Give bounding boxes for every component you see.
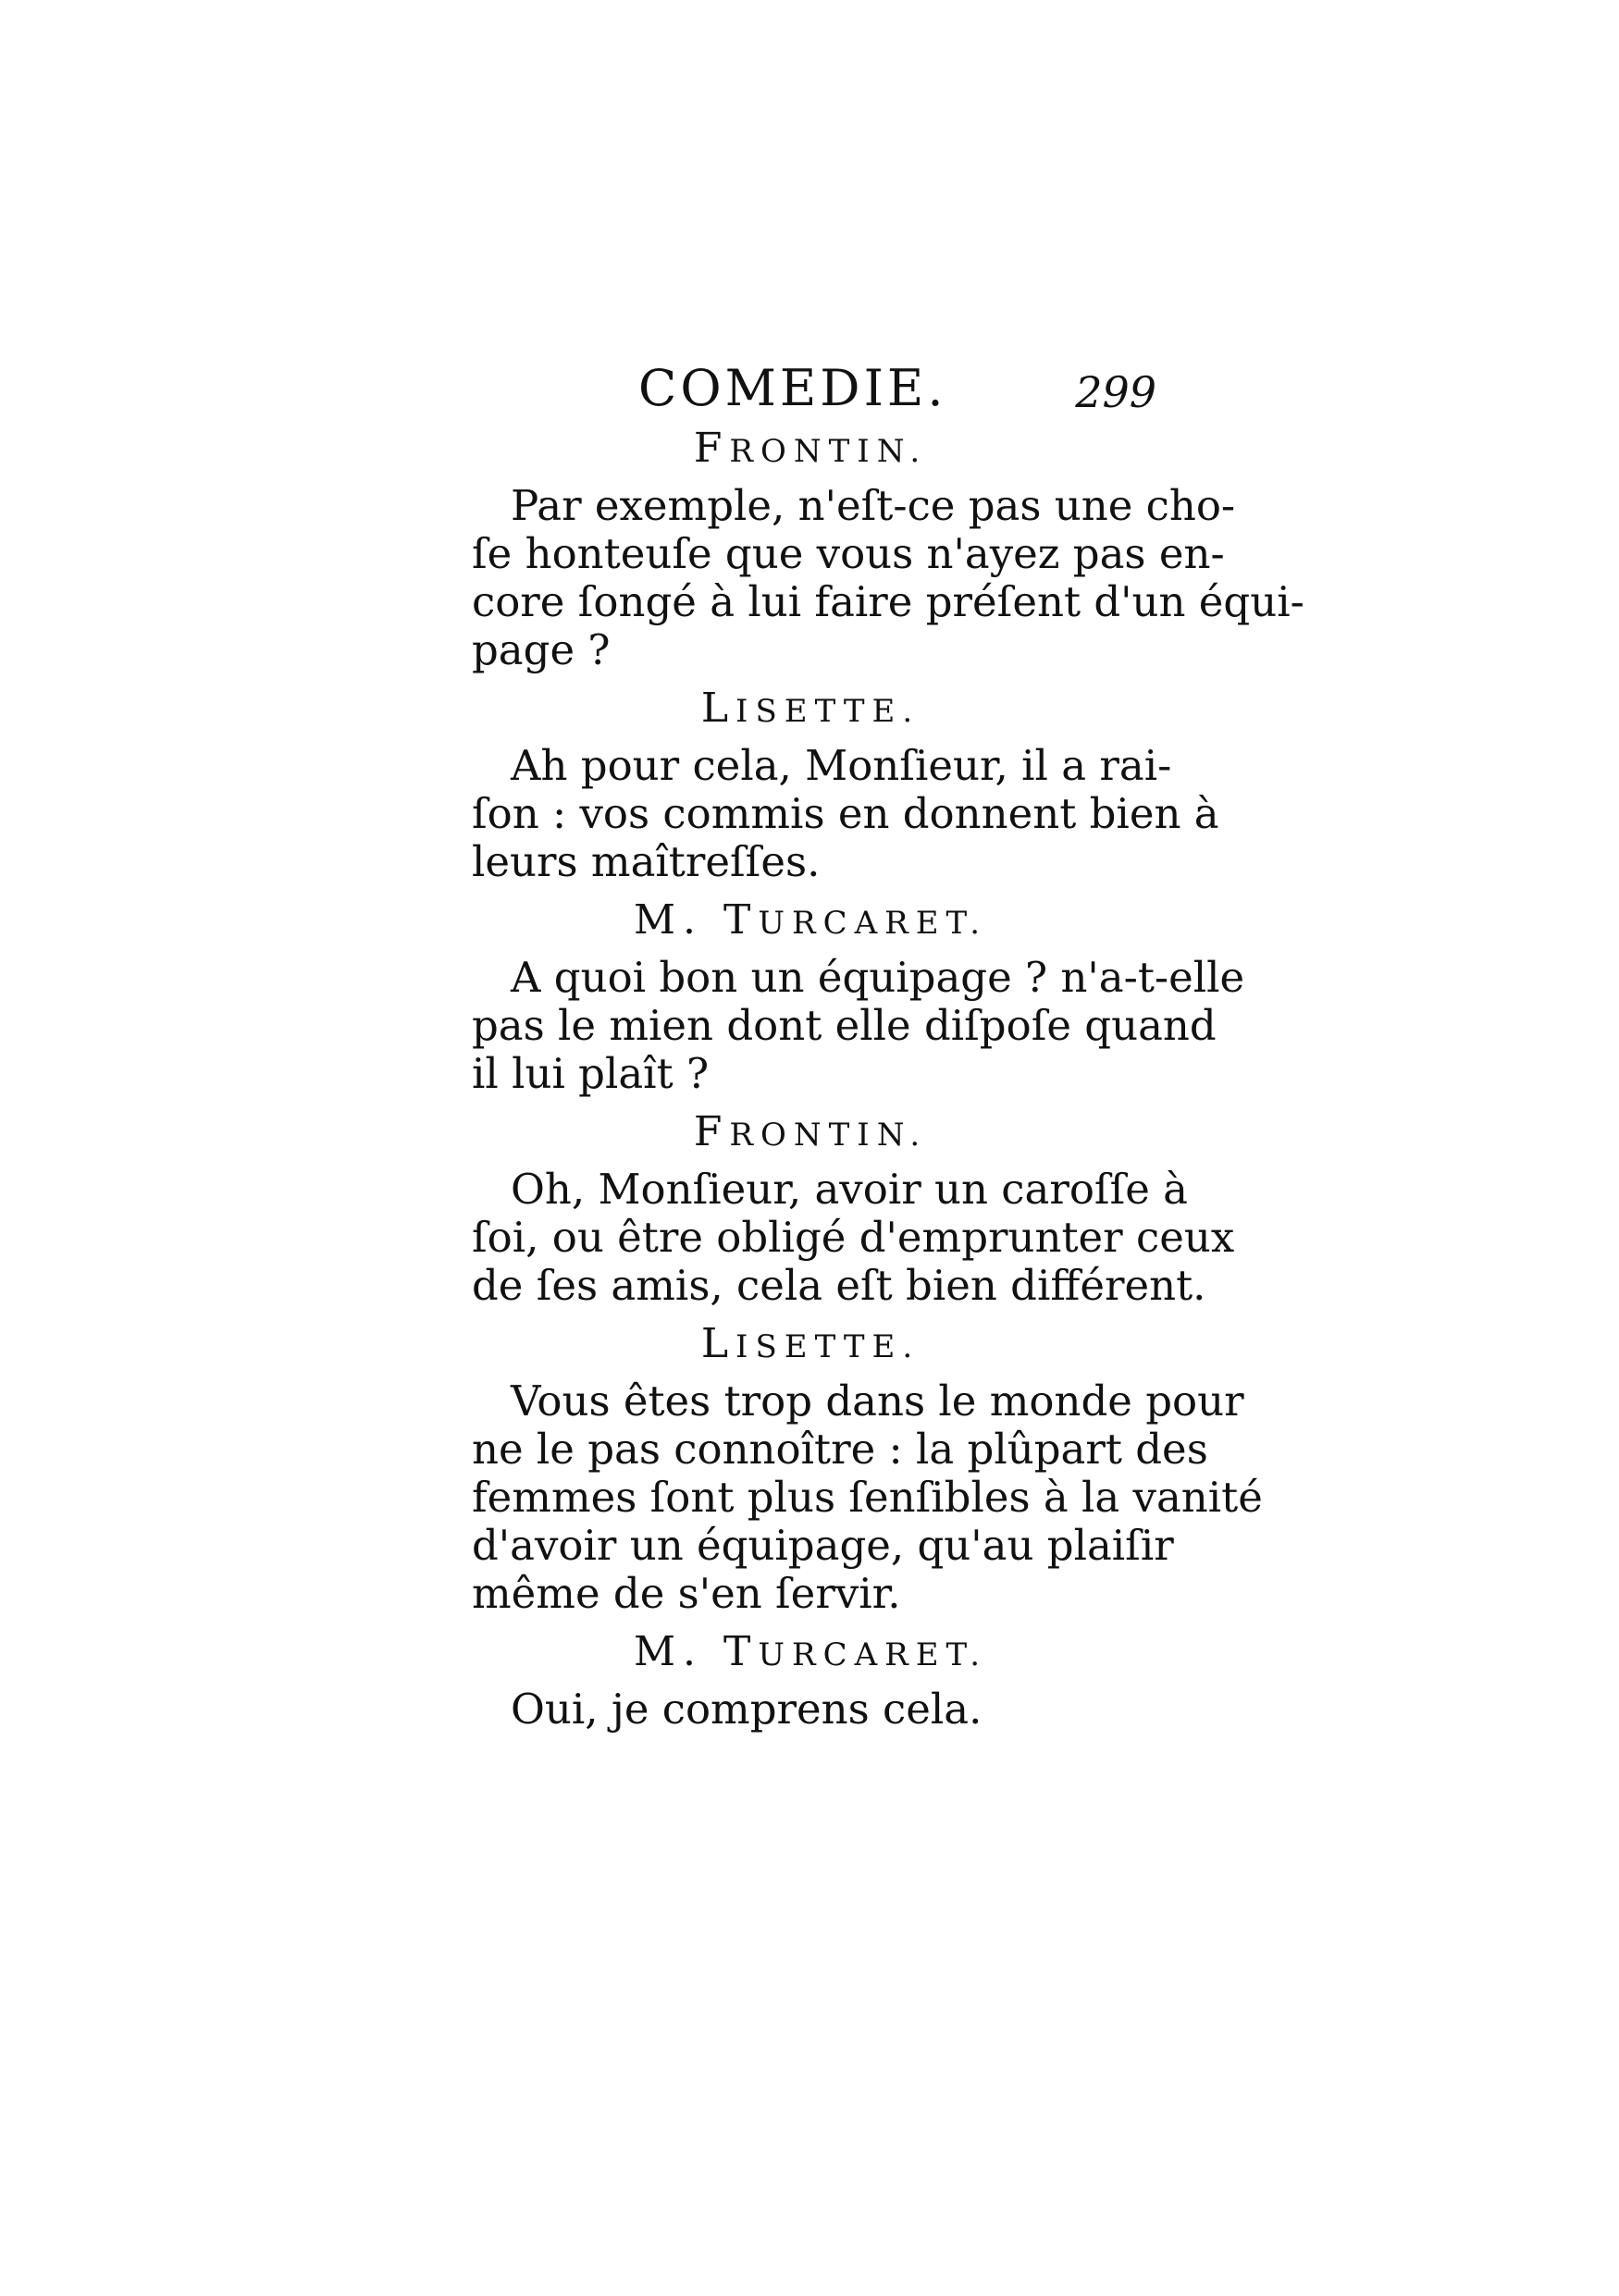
speech-line: de ſes amis, cela eſt bien différent. [472, 1261, 1206, 1310]
speech-line: femmes ſont plus ſenſibles à la vanité [472, 1473, 1263, 1522]
speech-line: Oui, je comprens cela. [511, 1685, 983, 1734]
speech-line: page ? [472, 625, 611, 674]
speaker-name: M. TURCARET. [633, 896, 988, 944]
speech-line: il lui plaît ? [472, 1049, 710, 1098]
speech-line: ſoi, ou être obligé d'emprunter ceux [472, 1213, 1235, 1262]
speech [472, 953, 1245, 1098]
speech [472, 1165, 1235, 1310]
speech-line: ne le pas connoître : la plûpart des [472, 1425, 1208, 1474]
speech-line: A quoi bon un équipage ? n'a-t-elle [511, 953, 1245, 1002]
speech-line: Ah pour cela, Monſieur, il a rai- [511, 741, 1172, 790]
speaker-name: LISETTE. [700, 685, 921, 732]
speech-line: leurs maîtreſſes. [472, 837, 821, 886]
speaker-name: FRONTIN. [693, 1108, 928, 1155]
speech [472, 1376, 1263, 1618]
speech-line: ſon : vos commis en donnent bien à [472, 789, 1219, 838]
speech-line: ſe honteuſe que vous n'ayez pas en- [472, 529, 1225, 578]
speech [472, 1685, 1149, 1734]
speech-line: core ſongé à lui faire préſent d'un équi- [472, 577, 1304, 626]
speaker-name: LISETTE. [700, 1320, 921, 1367]
speech [472, 741, 1219, 886]
running-title: COMEDIE. [638, 359, 947, 417]
speech-line: d'avoir un équipage, qu'au plaiſir [472, 1521, 1174, 1570]
speech-line: même de s'en ſervir. [472, 1569, 901, 1618]
speech [472, 481, 1304, 674]
speech-line: Vous êtes trop dans le monde pour [511, 1376, 1244, 1426]
speech-line: pas le mien dont elle diſpoſe quand [472, 1001, 1217, 1050]
speech-line: Oh, Monſieur, avoir un caroſſe à [511, 1165, 1188, 1214]
dialogue-text [472, 422, 1304, 1747]
speaker-name: M. TURCARET. [633, 1628, 988, 1675]
speech-line: Par exemple, n'eſt-ce pas une cho- [511, 481, 1236, 530]
speaker-name: FRONTIN. [693, 425, 928, 472]
page-number: 299 [1075, 367, 1156, 417]
